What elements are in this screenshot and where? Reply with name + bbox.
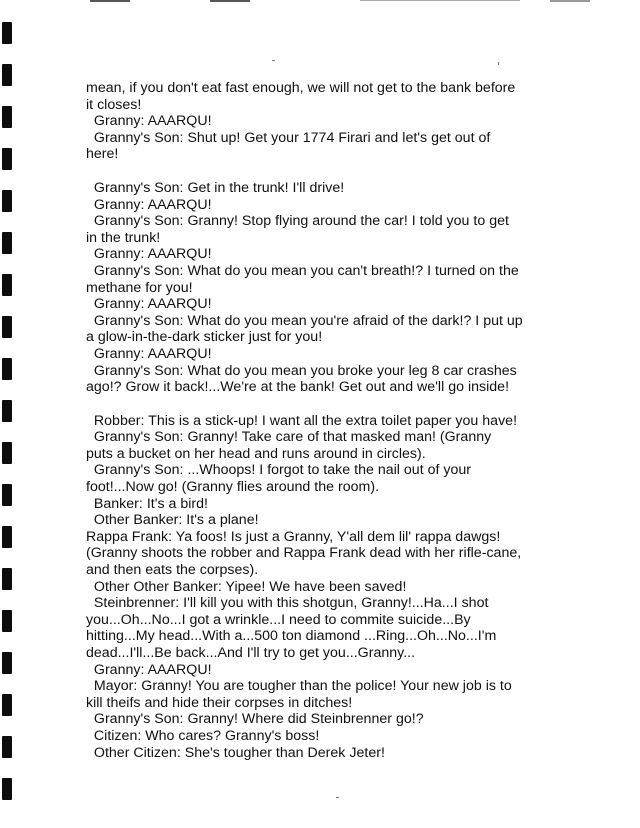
script-line: here! [86,146,119,163]
binding-hole [2,190,12,212]
script-line: Other Other Banker: Yipee! We have been saved! [86,578,407,595]
script-line: Granny: AAARQU! [86,246,212,263]
script-line: Rappa Frank: Ya foos! Is just a Granny, Y'all dem lil' rappa dawgs! [86,528,501,545]
script-line: Granny's Son: ...Whoops! I forgot to take the nail out of your [86,462,472,479]
binding-hole [2,442,12,464]
script-line: Mayor: Granny! You are tougher than the police! Your new job is to [86,678,512,695]
script-line: Granny's Son: Granny! Where did Steinbrenner go!? [86,711,424,728]
binding-holes [0,0,14,828]
top-edge-mark [550,0,590,2]
script-text [86,80,546,761]
script-line: Other Banker: It's a plane! [86,512,259,529]
script-line: Citizen: Who cares? Granny's boss! [86,727,320,744]
script-line: in the trunk! [86,229,161,246]
script-line: Banker: It's a bird! [86,495,208,512]
script-line: a glow-in-the-dark sticker just for you! [86,329,323,346]
script-line: (Granny shoots the robber and Rappa Frank dead with her rifle-cane, [86,545,522,562]
paragraph-gap [86,163,546,180]
script-line: puts a bucket on her head and runs around in circles). [86,445,426,462]
script-line: dead...I'll...Be back...And I'll try to get you...Granny... [86,645,416,661]
binding-hole [2,526,12,548]
script-line: ago!? Grow it back!...We're at the bank! Get out and we'll go inside! [86,379,510,396]
script-line: Granny: AAARQU! [86,661,212,678]
top-edge-mark [210,0,250,2]
scan-speck [336,797,339,798]
binding-hole [2,22,12,44]
script-line: methane for you! [86,279,193,296]
script-line: foot!...Now go! (Granny flies around the room). [86,479,380,496]
binding-hole [2,148,12,170]
script-line: Granny's Son: Granny! Take care of that masked man! (Granny [86,429,492,446]
script-line: Granny's Son: What do you mean you broke your leg 8 car crashes [86,362,517,379]
script-line: Robber: This is a stick-up! I want all the extra toilet paper you have! [86,412,518,429]
script-line: Granny's Son: What do you mean you're afraid of the dark!? I put up [86,312,523,329]
binding-hole [2,400,12,422]
paragraph-gap [86,396,546,413]
script-line: Other Citizen: She's tougher than Derek Jeter! [86,744,385,761]
top-edge-mark [90,0,130,2]
binding-hole [2,358,12,380]
script-line: Granny's Son: Get in the trunk! I'll drive! [86,179,345,196]
binding-hole [2,694,12,716]
script-line: Steinbrenner: I'll kill you with this shotgun, Granny!...Ha...I shot [86,595,489,612]
script-line: Granny: AAARQU! [86,113,212,130]
binding-hole [2,106,12,128]
script-line: Granny's Son: Granny! Stop flying around the car! I told you to get [86,213,509,230]
top-edge-mark [360,0,520,1]
binding-hole [2,64,12,86]
script-line: Granny: AAARQU! [86,296,212,313]
script-line: hitting...My head...With a...500 ton diamond ...Ring...Oh...No...I'm [86,628,497,645]
scan-speck [272,60,275,61]
binding-hole [2,316,12,338]
binding-hole [2,778,12,800]
scan-speck [498,62,499,65]
binding-hole [2,232,12,254]
script-line: Granny's Son: Shut up! Get your 1774 Firari and let's get out of [86,129,491,146]
binding-hole [2,610,12,632]
script-line: kill theifs and hide their corpses in ditches! [86,694,353,711]
script-line: Granny's Son: What do you mean you can't breath!? I turned on the [86,262,519,279]
script-line: mean, if you don't eat fast enough, we will not get to the bank before [86,80,516,96]
script-line: and then eats the corpses). [86,562,259,579]
binding-hole [2,736,12,758]
script-line: it closes! [86,96,142,113]
binding-hole [2,484,12,506]
script-line: Granny: AAARQU! [86,196,212,213]
binding-hole [2,274,12,296]
binding-hole [2,652,12,674]
binding-hole [2,568,12,590]
script-line: Granny: AAARQU! [86,345,212,362]
script-line: you...Oh...No...I got a wrinkle...I need to commite suicide...By [86,611,471,628]
